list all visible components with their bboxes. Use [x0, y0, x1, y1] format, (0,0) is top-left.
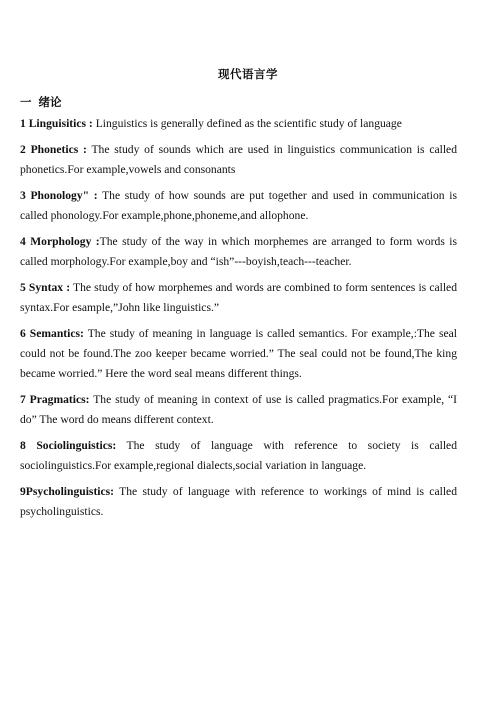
- definition-text: The study of the way in which morphemes are arranged to form words is called morphology.For example,boy and “ish”---boyish,teach---teacher.: [20, 235, 457, 268]
- definition-entry-semantics: [20, 324, 457, 384]
- definition-term: 3 Phonology" :: [20, 189, 98, 202]
- section-title: 绪论: [38, 95, 62, 109]
- definition-list: [20, 114, 457, 528]
- definition-entry-sociolinguistics: [20, 436, 457, 476]
- definition-entry-pragmatics: [20, 390, 457, 430]
- definition-term: 2 Phonetics :: [20, 143, 87, 156]
- document-title: 现代语言学: [218, 67, 278, 81]
- definition-term: 4 Morphology :: [20, 235, 100, 248]
- definition-text: The study of language with reference to workings of mind is called psycholinguistics.: [20, 485, 457, 518]
- definition-entry-psycholinguistics: [20, 482, 457, 522]
- definition-term: 7 Pragmatics:: [20, 393, 90, 406]
- definition-term: 5 Syntax :: [20, 281, 71, 294]
- definition-text: Linguistics is generally defined as the scientific study of language: [92, 117, 402, 130]
- section-heading: [20, 94, 62, 110]
- definition-text: The study of meaning in context of use is called pragmatics.For example, “I do” The word do means different context.: [20, 393, 458, 426]
- definition-term: 9Psycholinguistics:: [20, 485, 115, 498]
- section-number: 一: [20, 95, 32, 109]
- definition-text: The study of sounds which are used in linguistics communication is called phonetics.For example,vowels and consonants: [20, 143, 457, 176]
- definition-text: The study of language with reference to society is called sociolinguistics.For example,regional dialects,social variation in language.: [20, 439, 457, 472]
- definition-entry-linguistics: [20, 114, 457, 134]
- definition-entry-phonetics: [20, 140, 457, 180]
- definition-entry-phonology: [20, 186, 457, 226]
- definition-entry-morphology: [20, 232, 457, 272]
- definition-text: The study of how morphemes and words are combined to form sentences is called syntax.For esample,”John like linguistics.”: [20, 281, 457, 314]
- definition-text: The study of meaning in language is called semantics. For example,:The seal could not be found.The zoo keeper became worried.” The seal could not be found,The king became worried.” Here the word seal means different things.: [20, 327, 457, 380]
- definition-term: 6 Semantics:: [20, 327, 84, 340]
- definition-text: The study of how sounds are put together and used in communication is called phonology.For example,phone,phoneme,and allophone.: [20, 189, 457, 222]
- definition-term: 1 Linguisitics :: [20, 117, 93, 130]
- definition-entry-syntax: [20, 278, 457, 318]
- definition-term: 8 Sociolinguistics:: [20, 439, 117, 452]
